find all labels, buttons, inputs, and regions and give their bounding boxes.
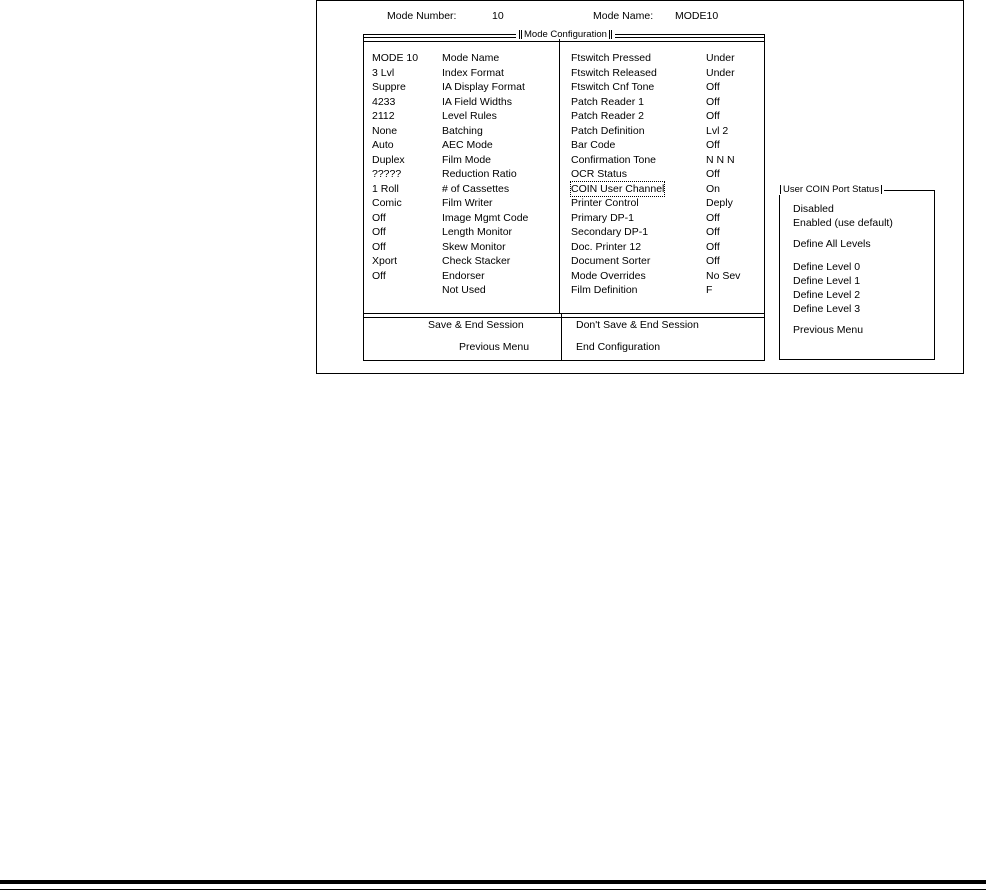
setting-item[interactable]: Document Sorter bbox=[571, 255, 651, 267]
column-divider bbox=[559, 39, 562, 313]
setting-item[interactable]: Batching bbox=[442, 124, 483, 137]
setting-value: F bbox=[706, 284, 713, 296]
setting-value: Off bbox=[372, 240, 386, 253]
mode-name-label: Mode Name: bbox=[593, 10, 654, 22]
panel-title bbox=[516, 29, 615, 40]
setting-item[interactable]: Doc. Printer 12 bbox=[571, 240, 642, 253]
setting-item[interactable]: Confirmation Tone bbox=[571, 153, 657, 166]
setting-value: Off bbox=[706, 81, 720, 93]
end-configuration-button[interactable]: End Configuration bbox=[576, 341, 661, 353]
setting-item[interactable]: Ftswitch Cnf Tone bbox=[571, 81, 655, 93]
setting-value: ????? bbox=[372, 168, 402, 180]
setting-value: Xport bbox=[372, 255, 398, 267]
setting-item[interactable]: Not Used bbox=[442, 284, 486, 296]
setting-item[interactable]: COIN User Channel bbox=[571, 182, 665, 195]
setting-item[interactable]: Length Monitor bbox=[442, 226, 513, 238]
setting-item[interactable]: IA Field Widths bbox=[442, 95, 513, 108]
status-item-define-level-0[interactable]: Define Level 0 bbox=[793, 261, 861, 273]
title-bracket-right bbox=[609, 30, 612, 39]
save-end-session-button[interactable]: Save & End Session bbox=[428, 319, 524, 331]
setting-value: Off bbox=[706, 95, 720, 108]
status-menu-title bbox=[778, 184, 884, 195]
setting-item[interactable]: Bar Code bbox=[571, 139, 616, 151]
setting-item[interactable]: Mode Name bbox=[442, 52, 500, 64]
dont-save-end-session-button[interactable]: Don't Save & End Session bbox=[576, 319, 699, 331]
left-labels-column bbox=[442, 51, 528, 298]
status-title-tick-right bbox=[881, 185, 882, 194]
setting-value: 4233 bbox=[372, 95, 396, 108]
page-bottom-rule-thick bbox=[0, 880, 986, 884]
setting-value: Off bbox=[706, 139, 720, 151]
previous-menu-button[interactable]: Previous Menu bbox=[459, 341, 530, 353]
mode-number-label: Mode Number: bbox=[387, 10, 457, 22]
setting-value: Deply bbox=[706, 197, 733, 209]
setting-value: MODE 10 bbox=[372, 52, 419, 64]
setting-value: Suppre bbox=[372, 81, 406, 93]
status-item-define-level-2[interactable]: Define Level 2 bbox=[793, 289, 861, 301]
setting-item[interactable]: Reduction Ratio bbox=[442, 168, 517, 180]
setting-item[interactable]: OCR Status bbox=[571, 168, 628, 180]
setting-value: Off bbox=[706, 168, 720, 180]
setting-value: Under bbox=[706, 52, 735, 64]
setting-item[interactable]: Primary DP-1 bbox=[571, 211, 635, 224]
setting-item[interactable]: Patch Reader 1 bbox=[571, 95, 644, 108]
setting-item[interactable]: Endorser bbox=[442, 269, 485, 282]
setting-item[interactable]: Printer Control bbox=[571, 197, 639, 209]
setting-item[interactable]: Mode Overrides bbox=[571, 269, 646, 282]
mode-number-value: 10 bbox=[492, 10, 504, 22]
button-area-divider bbox=[364, 313, 764, 318]
setting-value: Duplex bbox=[372, 153, 405, 166]
status-item-disabled[interactable]: Disabled bbox=[793, 203, 834, 215]
setting-value: Comic bbox=[372, 197, 402, 209]
setting-value: No Sev bbox=[706, 269, 741, 282]
setting-value: None bbox=[372, 124, 398, 137]
status-item-define-level-1[interactable]: Define Level 1 bbox=[793, 275, 861, 287]
user-coin-port-status-menu bbox=[779, 184, 935, 360]
setting-value: Off bbox=[706, 226, 720, 238]
setting-item[interactable]: Film Mode bbox=[442, 153, 492, 166]
setting-item[interactable]: Patch Definition bbox=[571, 124, 645, 137]
setting-value: Off bbox=[706, 240, 720, 253]
setting-item[interactable]: Level Rules bbox=[442, 110, 497, 122]
setting-item[interactable]: Ftswitch Released bbox=[571, 66, 657, 79]
right-labels-column bbox=[571, 51, 664, 298]
setting-item[interactable]: Image Mgmt Code bbox=[442, 211, 529, 224]
mode-name-value: MODE10 bbox=[675, 10, 719, 22]
setting-value: Lvl 2 bbox=[706, 124, 729, 137]
left-values-column bbox=[372, 51, 418, 283]
setting-item[interactable]: Patch Reader 2 bbox=[571, 110, 644, 122]
setting-value: Off bbox=[372, 211, 386, 224]
title-bracket-left bbox=[519, 30, 522, 39]
setting-value: 1 Roll bbox=[372, 182, 399, 195]
setting-value: 2112 bbox=[372, 110, 395, 122]
setting-value: Off bbox=[372, 269, 386, 282]
status-menu-title-text: User COIN Port Status bbox=[783, 184, 880, 195]
setting-value: Off bbox=[706, 110, 720, 122]
setting-value: 3 Lvl bbox=[372, 66, 395, 79]
setting-item[interactable]: AEC Mode bbox=[442, 139, 493, 151]
setting-item[interactable]: IA Display Format bbox=[442, 81, 525, 93]
status-item-define-level-3[interactable]: Define Level 3 bbox=[793, 303, 861, 315]
mode-configuration-panel bbox=[363, 29, 765, 361]
status-title-tick-left bbox=[780, 185, 781, 194]
setting-value: Under bbox=[706, 66, 735, 79]
setting-value: Auto bbox=[372, 139, 394, 151]
setting-item[interactable]: Skew Monitor bbox=[442, 240, 506, 253]
setting-item[interactable]: Index Format bbox=[442, 66, 504, 79]
button-column-divider bbox=[561, 313, 562, 361]
setting-value: Off bbox=[706, 255, 720, 267]
status-item-enabled[interactable]: Enabled (use default) bbox=[793, 217, 893, 229]
status-item-previous-menu[interactable]: Previous Menu bbox=[793, 324, 864, 336]
terminal-screen bbox=[316, 0, 964, 374]
setting-item[interactable]: # of Cassettes bbox=[442, 182, 510, 195]
setting-item[interactable]: Check Stacker bbox=[442, 255, 511, 267]
mode-configuration-title: Mode Configuration bbox=[524, 29, 607, 40]
setting-item[interactable]: Film Definition bbox=[571, 284, 638, 296]
page-bottom-rule-thin bbox=[0, 889, 986, 890]
setting-value: Off bbox=[372, 226, 386, 238]
setting-value: N N N bbox=[706, 153, 735, 166]
setting-value: Off bbox=[706, 211, 720, 224]
setting-item[interactable]: Ftswitch Pressed bbox=[571, 52, 651, 64]
setting-item[interactable]: Film Writer bbox=[442, 197, 493, 209]
right-values-column bbox=[706, 51, 740, 298]
status-item-define-all-levels[interactable]: Define All Levels bbox=[793, 238, 871, 250]
setting-item[interactable]: Secondary DP-1 bbox=[571, 226, 649, 238]
setting-value: On bbox=[706, 182, 721, 195]
